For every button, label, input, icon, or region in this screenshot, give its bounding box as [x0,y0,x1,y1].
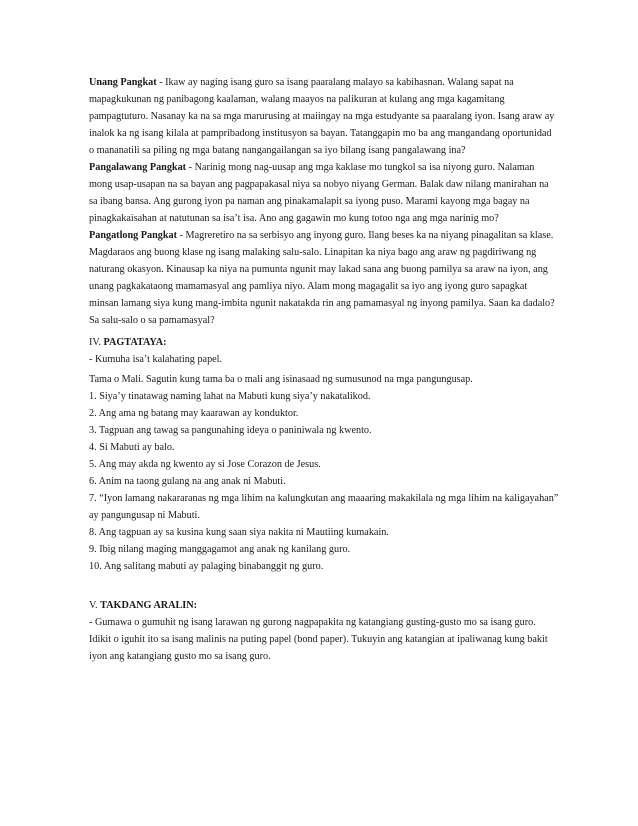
pagtataya-section [89,334,559,575]
group-1-text: - Ikaw ay naging isang guro sa isang paaralang malayo sa kabihasnan. Walang sapat na mapagkukunan ng panibagong kaalaman, walang maayos na palikuran at kulang ang mga kagamitang pampagtuturo. Nasanay ka na sa mga marurusing at maiingay na mga estudyante sa paaralang iyon. Isang araw ay inalok ka ng isang kilala at pampribadong institusyon sa bayan. Tatanggapin mo ba ang mangandang oportunidad o mananatili sa piling ng mga batang nangangailangan sa iyo bilang isang pangalawang ina? [89,77,555,156]
quiz-item-9: 9. Ibig nilang maging manggagamot ang anak ng kanilang guro. [89,544,351,555]
group-2-paragraph [89,159,559,227]
group-1-label: Unang Pangkat [89,77,157,88]
pagtataya-heading [89,334,559,351]
takdang-aralin-heading [89,597,559,614]
document-body [89,74,559,665]
pagtataya-sub: - Kumuha isa’t kalahating papel. [89,354,223,365]
quiz-item-10: 10. Ang salitang mabuti ay palaging binabanggit ng guro. [89,561,324,572]
quiz-item-2: 2. Ang ama ng batang may kaarawan ay konduktor. [89,408,299,419]
group-3-label: Pangatlong Pangkat [89,230,178,241]
pagtataya-numeral: IV. [89,337,101,348]
pagtataya-title: PAGTATAYA: [103,337,167,348]
pagtataya-instruction: Tama o Mali. Sagutin kung tama ba o mali ang isinasaad ng sumusunod na mga pangungusap. [89,374,473,385]
quiz-item-3: 3. Tagpuan ang tawag sa pangunahing ideya o paniniwala ng kwento. [89,425,372,436]
quiz-item-5: 5. Ang may akda ng kwento ay si Jose Corazon de Jesus. [89,459,321,470]
quiz-item-1: 1. Siya’y tinatawag naming lahat na Mabuti kung siya’y nakatalikod. [89,391,371,402]
group-3-text: - Magreretiro na sa serbisyo ang inyong guro. Ilang beses ka na niyang pinagalitan sa klase. Magdaraos ang buong klase ng isang malaking salu-salo. Linapitan ka niya bago ang araw ng pagdiriwang ng naturang okasyon. Kinausap ka niya na pumunta ngunit may lakad sana ang buong pamilya sa araw na iyon, ang unang pagkakataong mamamasyal ang pamliya niyo. Alam mong magagalit sa iyo ang iyong guro sapagkat minsan lamang siya kung mang-imbita ngunit nakatakda rin ang pamamasyal ng inyong pamilya. Saan ka dadalo? Sa salu-salo o sa pamamasyal? [89,230,555,326]
group-3-paragraph [89,227,559,329]
quiz-item-8: 8. Ang tagpuan ay sa kusina kung saan siya nakita ni Mautiing kumakain. [89,527,389,538]
takdang-aralin-title: TAKDANG ARALIN: [100,600,198,611]
takdang-aralin-numeral: V. [89,600,98,611]
takdang-aralin-text: - Gumawa o gumuhit ng isang larawan ng gurong nagpapakita ng katangiang gusting-gusto mo sa isang guro. Idikit o iguhit ito sa isang malinis na puting papel (bond paper). Tukuyin ang katangian at ipaliwanag kung bakit iyon ang katangiang gusto mo sa isang guro. [89,617,548,662]
group-2-text: - Narinig mong nag-uusap ang mga kaklase mo tungkol sa isa niyong guro. Nalaman mong usap-usapan na sa bayan ang pagpapakasal niya sa nobyo niyang German. Balak daw nilang manirahan na sa ibang bansa. Ang gurong iyon pa naman ang pinakamalapit sa iyong puso. Marami kayong mga bagay na pinagkakaisahan at natutunan sa isa’t isa. Ano ang gagawin mo kung totoo nga ang mga narinig mo? [89,162,549,224]
group-2-label: Pangalawang Pangkat [89,162,187,173]
quiz-item-6: 6. Anim na taong gulang na ang anak ni Mabuti. [89,476,286,487]
quiz-item-7: 7. “Iyon lamang nakararanas ng mga lihim na kalungkutan ang maaaring makakilala ng mga lihim na kaligayahan” ay pangungusap ni Mabuti. [89,493,559,521]
takdang-aralin-section [89,597,559,665]
group-1-paragraph [89,74,559,159]
quiz-item-4: 4. Si Mabuti ay balo. [89,442,175,453]
